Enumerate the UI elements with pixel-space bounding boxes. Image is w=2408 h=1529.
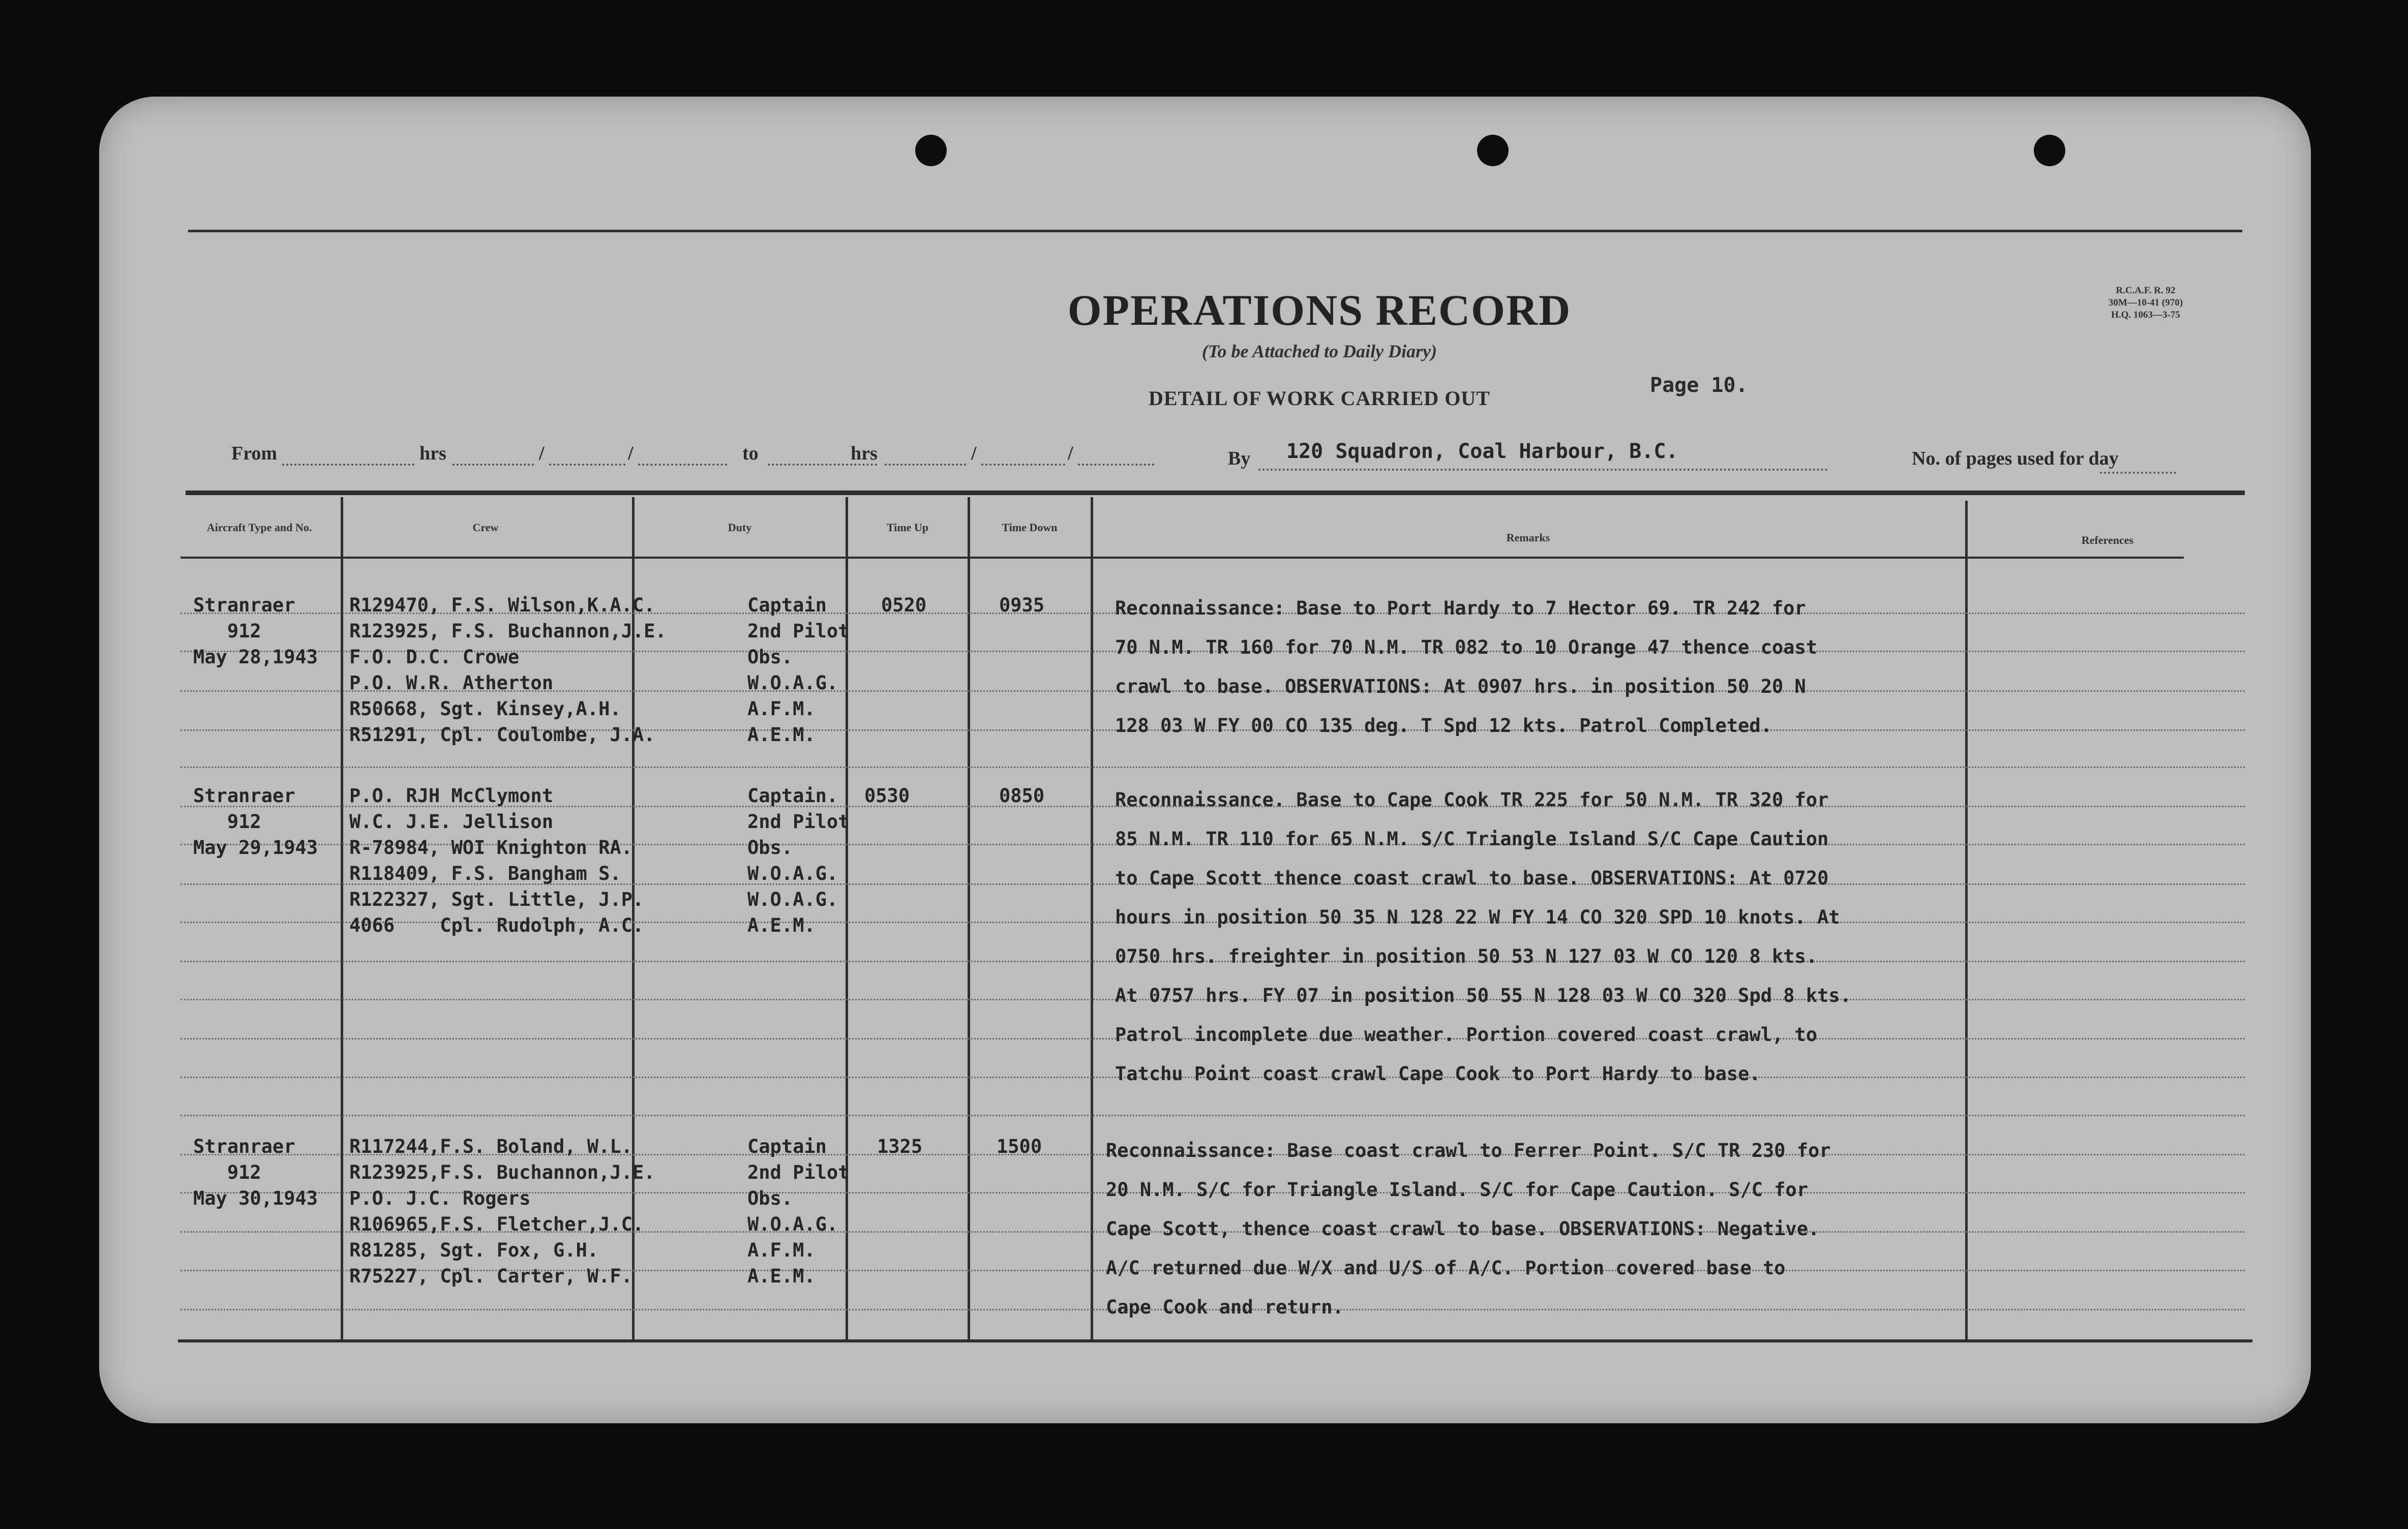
entry-duty: Captain 2nd Pilot Obs. W.O.A.G. A.F.M. A.E.M.	[747, 1136, 850, 1287]
dotted-guide-line	[180, 767, 2245, 768]
header-duty: Duty	[728, 521, 752, 534]
header-crew: Crew	[472, 521, 499, 534]
slash: /	[628, 443, 634, 464]
hrs-dots	[453, 464, 534, 466]
entry-aircraft: Stranraer 912 May 30,1943	[193, 1136, 318, 1209]
from-dots	[282, 464, 414, 466]
to-label: to	[742, 443, 759, 464]
header-time-down: Time Down	[1002, 521, 1058, 534]
date-dots	[638, 464, 727, 466]
entry-time-down: 0850	[999, 785, 1045, 807]
entry-time-down: 0935	[999, 594, 1045, 616]
punch-hole	[2034, 135, 2065, 166]
page-subtitle: (To be Attached to Daily Diary)	[1201, 341, 1437, 361]
hrs-label: hrs	[419, 443, 446, 464]
entry-duty: Captain. 2nd Pilot Obs. W.O.A.G. W.O.A.G. A.E.M.	[747, 785, 850, 936]
slash: /	[971, 443, 977, 464]
header-references: References	[2081, 534, 2134, 546]
entry-duty: Captain 2nd Pilot Obs. W.O.A.G. A.F.M. A.E.M.	[747, 594, 850, 746]
table-bottom-rule	[178, 1339, 2252, 1342]
entry-aircraft: Stranraer 912 May 28,1943	[193, 594, 318, 668]
column-divider	[341, 497, 343, 1341]
form-code-line: 30M—10-41 (970)	[2108, 297, 2183, 308]
from-label: From	[231, 443, 278, 464]
punch-hole	[1477, 135, 1509, 166]
by-dots	[1258, 469, 1828, 471]
punch-hole	[915, 135, 947, 166]
header-aircraft: Aircraft Type and No.	[206, 521, 312, 534]
date-dots	[1078, 464, 1154, 466]
entry-time-down: 1500	[997, 1136, 1042, 1157]
entry-remarks: Reconnaissance: Base to Port Hardy to 7 Hector 69. TR 242 for 70 N.M. TR 160 for 70 N.M. TR 082 to 10 Orange 47 thence coast crawl to base. OBSERVATIONS: At 0907 hrs. in position 50 20 N 128 03 W FY 00 CO 135 deg. T Spd 12 kts. Patrol Completed.	[1115, 597, 1818, 737]
slash: /	[539, 443, 545, 464]
dotted-guide-line	[180, 1115, 2245, 1116]
entry-time-up: 0520	[881, 594, 927, 616]
column-divider	[1965, 501, 1968, 1341]
column-divider	[968, 497, 970, 1341]
header-time-up: Time Up	[886, 521, 929, 534]
by-label: By	[1228, 448, 1251, 469]
date-dots	[549, 464, 625, 466]
page-title: OPERATIONS RECORD	[1067, 286, 1572, 334]
entry-time-up: 0530	[864, 785, 910, 807]
column-divider	[1091, 497, 1093, 1341]
by-value: 120 Squadron, Coal Harbour, B.C.	[1286, 440, 1678, 463]
entry-remarks: Reconnaissance: Base coast crawl to Ferrer Point. S/C TR 230 for 20 N.M. S/C for Triangle Island. S/C for Cape Caution. S/C for Cape Scott, thence coast crawl to base. OBSERVATIONS: Negative. A/C returned due W/X and U/S of A/C. Portion covered base to Cape Cook and return.	[1106, 1140, 1831, 1318]
detail-heading: DETAIL OF WORK CARRIED OUT	[1148, 387, 1490, 410]
page-number: Page 10.	[1650, 374, 1748, 397]
hrs-label: hrs	[851, 443, 878, 464]
entry-crew: R117244,F.S. Boland, W.L. R123925,F.S. Buchannon,J.E. P.O. J.C. Rogers R106965,F.S. Fletcher,J.C. R81285, Sgt. Fox, G.H. R75227, Cpl. Carter, W.F.	[349, 1136, 655, 1287]
form-code-line: H.Q. 1063—3-75	[2111, 310, 2180, 320]
form-code	[2085, 285, 2207, 321]
entry-time-up: 1325	[877, 1136, 923, 1157]
header-remarks: Remarks	[1506, 531, 1550, 544]
entry-crew: P.O. RJH McClymont W.C. J.E. Jellison R-78984, WOI Knighton RA. R118409, F.S. Bangham S. R122327, Sgt. Little, J.P. 4066 Cpl. Rudolph, A.C.	[349, 785, 644, 936]
pages-used-label: No. of pages used for day	[1912, 448, 2119, 469]
entry-remarks: Reconnaissance. Base to Cape Cook TR 225 for 50 N.M. TR 320 for 85 N.M. TR 110 for 65 N.M. S/C Triangle Island S/C Cape Caution to Cape Scott thence coast crawl to base. OBSERVATIONS: At 0720 hours in position 50 35 N 128 22 W FY 14 CO 320 SPD 10 knots. At 0750 hrs. freighter in position 50 53 N 127 03 W CO 120 8 kts. At 0757 hrs. FY 07 in position 50 55 N 128 03 W CO 320 Spd 8 kts. Patrol incomplete due weather. Portion covered coast crawl, to Tatchu Point coast crawl Cape Cook to Port Hardy to base.	[1115, 789, 1851, 1085]
pages-used-dots	[2100, 472, 2176, 474]
table-header-rule	[180, 557, 2184, 559]
operations-record-card	[99, 97, 2311, 1423]
entry-crew: R129470, F.S. Wilson,K.A.C. R123925, F.S. Buchannon,J.E. F.O. D.C. Crowe P.O. W.R. Atherton R50668, Sgt. Kinsey,A.H. R51291, Cpl. Coulombe, J.A.	[349, 594, 667, 746]
table-top-rule	[186, 491, 2245, 495]
entry-aircraft: Stranraer 912 May 29,1943	[193, 785, 318, 859]
date-dots	[981, 464, 1065, 466]
top-rule	[188, 230, 2242, 232]
form-code-line: R.C.A.F. R. 92	[2116, 285, 2176, 296]
slash: /	[1068, 443, 1073, 464]
hrs-dots	[885, 464, 966, 466]
